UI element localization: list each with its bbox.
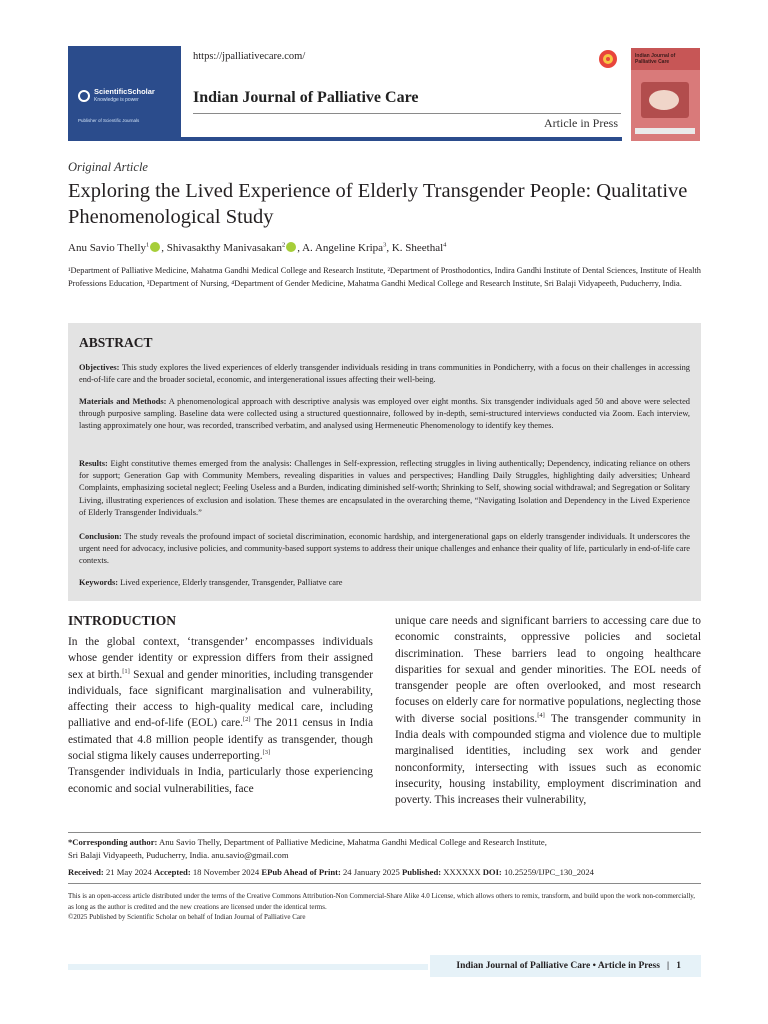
affiliations: ¹Department of Palliative Medicine, Mahatma Gandhi Medical College and Research Institute, ²Department of Prosthodontics, Indira Gandhi Institute of Dental Sciences, Institute of Health Professions Education, ³Department of Nursing, ⁴Department of Gender Medicine, Mahatma Gandhi Medical College and Research Institute, Sri Balaji Vidyapeeth, Puducherry, India. (68, 266, 701, 288)
article-title: Exploring the Lived Experience of Elderly Transgender People: Qualitative Phenomenological Study (68, 180, 688, 228)
orcid-icon[interactable] (286, 242, 296, 252)
objectives-label: Objectives: (79, 363, 120, 372)
author-sup: 2 (281, 241, 286, 249)
intro-text: unique care needs and significant barriers to accessing care due to economic constraints, oppressive policies and societal discrimination. These barriers lead to ongoing healthcare disparities for sexual and gender minorities. The EOL needs of transgender people are often overlooked, and most research focuses on elderly care for normative populations, neglecting those with diverse social positions. (395, 615, 701, 725)
published-label: Published: (401, 867, 442, 877)
abstract-keywords (79, 577, 690, 589)
publisher-logo (68, 46, 181, 141)
header-divider (193, 113, 621, 114)
citation-link[interactable]: [1] (122, 667, 130, 675)
author-sup: 4 (443, 241, 447, 249)
author-sup: 3 (383, 241, 387, 249)
epub-date: 24 January 2025 (340, 867, 402, 877)
footer-divider (68, 832, 701, 833)
author-name[interactable]: Anu Savio Thelly (68, 242, 147, 254)
article-status: Article in Press (544, 116, 618, 130)
publisher-logo-name: ScientificScholar (94, 87, 155, 96)
header-bar (68, 137, 622, 141)
keywords-text: Lived experience, Elderly transgender, Transgender, Palliatve care (120, 578, 343, 587)
author-name[interactable]: K. Sheethal (391, 242, 444, 254)
author-name[interactable]: A. Angeline Kripa (302, 242, 384, 254)
license-statement: This is an open-access article distributed under the terms of the Creative Commons Attribution-Non Commercial-Share Alike 4.0 License, which allows others to remix, transform, and build upon the work non-commercially, as long as the author is credited and the new creations are licensed under the identical terms. (68, 892, 696, 911)
intro-text: Transgender individuals in India, particularly those experiencing economic and social vulnerabilities, face (68, 766, 373, 795)
abstract-box (68, 323, 701, 601)
author-sup: 1 (146, 241, 150, 249)
page-number: 1 (676, 961, 681, 971)
doi-link[interactable]: 10.25259/IJPC_130_2024 (501, 867, 594, 877)
epub-label: EPub Ahead of Print: (261, 867, 341, 877)
intro-text: The transgender community in India deals with compounded stigma and violence due to multiple marginalised identities, including sex work and gender nonconformity, intersecting with issues such as economic insecurity, housing instability, employment discrimination and poverty. This increases their vulnerability, (395, 712, 701, 807)
corresponding-text-2: Sri Balaji Vidyapeeth, Puducherry, India. anu.savio@gmail.com (68, 850, 289, 860)
article-type: Original Article (68, 160, 148, 174)
results-label: Results: (79, 459, 108, 468)
publication-dates (68, 866, 701, 879)
intro-text: The 2011 census in India estimated that 4.8 million people identify as transgender, though social stigma likely causes underreporting. (68, 717, 373, 763)
publisher-logo-tagline: Knowledge is power (94, 97, 139, 103)
abstract-methods (79, 396, 690, 433)
page-footer-strip (68, 964, 428, 970)
body-column-right (395, 613, 701, 809)
received-date: 21 May 2024 (103, 867, 154, 877)
footer-divider-2 (68, 883, 701, 884)
conclusion-label: Conclusion: (79, 532, 122, 541)
accepted-label: Accepted: (153, 867, 191, 877)
license-text (68, 891, 701, 923)
page-footer-journal: Indian Journal of Palliative Care • Article in Press (456, 961, 660, 971)
corresponding-author (68, 836, 701, 862)
intro-text: Sexual and gender minorities, including transgender individuals, face significant marginalisation and vulnerability, affecting their access to high-quality medical care, including palliative and end-of-life (EOL) care. (68, 668, 373, 730)
methods-label: Materials and Methods: (79, 397, 167, 406)
cover-title: Indian Journal of Palliative Care (635, 53, 676, 65)
publisher-logo-sub: Publisher of Scientific Journals (78, 118, 140, 123)
methods-text: A phenomenological approach with descriptive analysis was employed over eight months. Six transgender individuals aged 50 and above were selected through purposive sampling. Baseline data were collected using a structured questionnaire, followed by in-depth, semi-structured interviews conducted via Zoom. Each interview, lasting approximately one hour, was recorded, transcribed verbatim, and analysed using Hermeneutic Phenomenology to identify key themes. (79, 397, 690, 431)
objectives-text: This study explores the lived experiences of elderly transgender individuals residing in trans communities in Pondicherry, with a focus on their challenges in accessing end-of-life care and the broader societal, economic, and intergenerational issues affecting their well-being. (79, 363, 690, 385)
author-list: Anu Savio Thelly$^1$ , Shivasakthy Manivasakan$^2$ , A. Angeline Kripa$^3$, K. Sheethal$^4$ (68, 241, 447, 254)
journal-title: Indian Journal of Palliative Care (193, 89, 419, 106)
received-label: Received: (68, 867, 104, 877)
published-date: XXXXXX (441, 867, 483, 877)
doi-label: DOI: (482, 867, 502, 877)
journal-url-link[interactable]: https://jpalliativecare.com/ (193, 51, 306, 62)
results-text: Eight constitutive themes emerged from the analysis: Challenges in Self-expression, reflecting struggles in living authentically; Dependency, indicating reliance on others for support; Generation Gap with Community Members, revealing disparities in values and perspectives; Handling Daily Struggles, highlighting daily adversities; Unheard Complaints, emphasizing societal neglect; Feeling Useless and a Burden, indicating diminished self-worth; Shrinking to Self, showing social withdrawal; and Segregation or Solitary Living, illustrating experiences of exclusion and isolation. These themes are encapsulated in the overarching theme, “Navigating Isolation and Dependency in the Lived Experience of Elderly Transgender Individuals.” (79, 459, 691, 517)
page-footer (430, 955, 701, 977)
corresponding-label: *Corresponding author: (68, 837, 158, 847)
citation-link[interactable]: [3] (262, 749, 271, 757)
orcid-icon[interactable] (150, 242, 160, 252)
author-name[interactable]: Shivasakthy Manivasakan (166, 242, 282, 254)
journal-cover-image (631, 48, 700, 141)
corresponding-text: Anu Savio Thelly, Department of Palliative Medicine, Mahatma Gandhi Medical College and Research Institute, (157, 837, 547, 847)
open-access-icon (599, 50, 617, 68)
citation-link[interactable]: [2] (243, 716, 251, 724)
abstract-heading: ABSTRACT (79, 335, 153, 350)
keywords-label: Keywords: (79, 578, 119, 587)
body-column-left (68, 634, 373, 797)
conclusion-text: The study reveals the profound impact of societal discrimination, economic hardship, and intergenerational gaps on elderly transgender individuals. It underscores the urgent need for advocacy, inclusive policies, and community-based support systems to address their unique challenges and enhance their quality of life, particularly in end-of-life care contexts. (79, 532, 690, 566)
copyright-statement: ©2025 Published by Scientific Scholar on behalf of Indian Journal of Palliative Care (68, 913, 306, 921)
abstract-results (79, 458, 690, 519)
introduction-heading: INTRODUCTION (68, 613, 177, 628)
abstract-conclusion (79, 531, 690, 568)
citation-link[interactable]: [4] (537, 711, 545, 719)
abstract-objectives (79, 362, 690, 386)
intro-text: In the global context, ‘transgender’ encompasses individuals whose gender identity or expression differs from their assigned sex at birth. (68, 636, 373, 681)
publisher-logo-icon (78, 90, 90, 102)
accepted-date: 18 November 2024 (190, 867, 262, 877)
page-footer-separator: | (667, 961, 670, 971)
